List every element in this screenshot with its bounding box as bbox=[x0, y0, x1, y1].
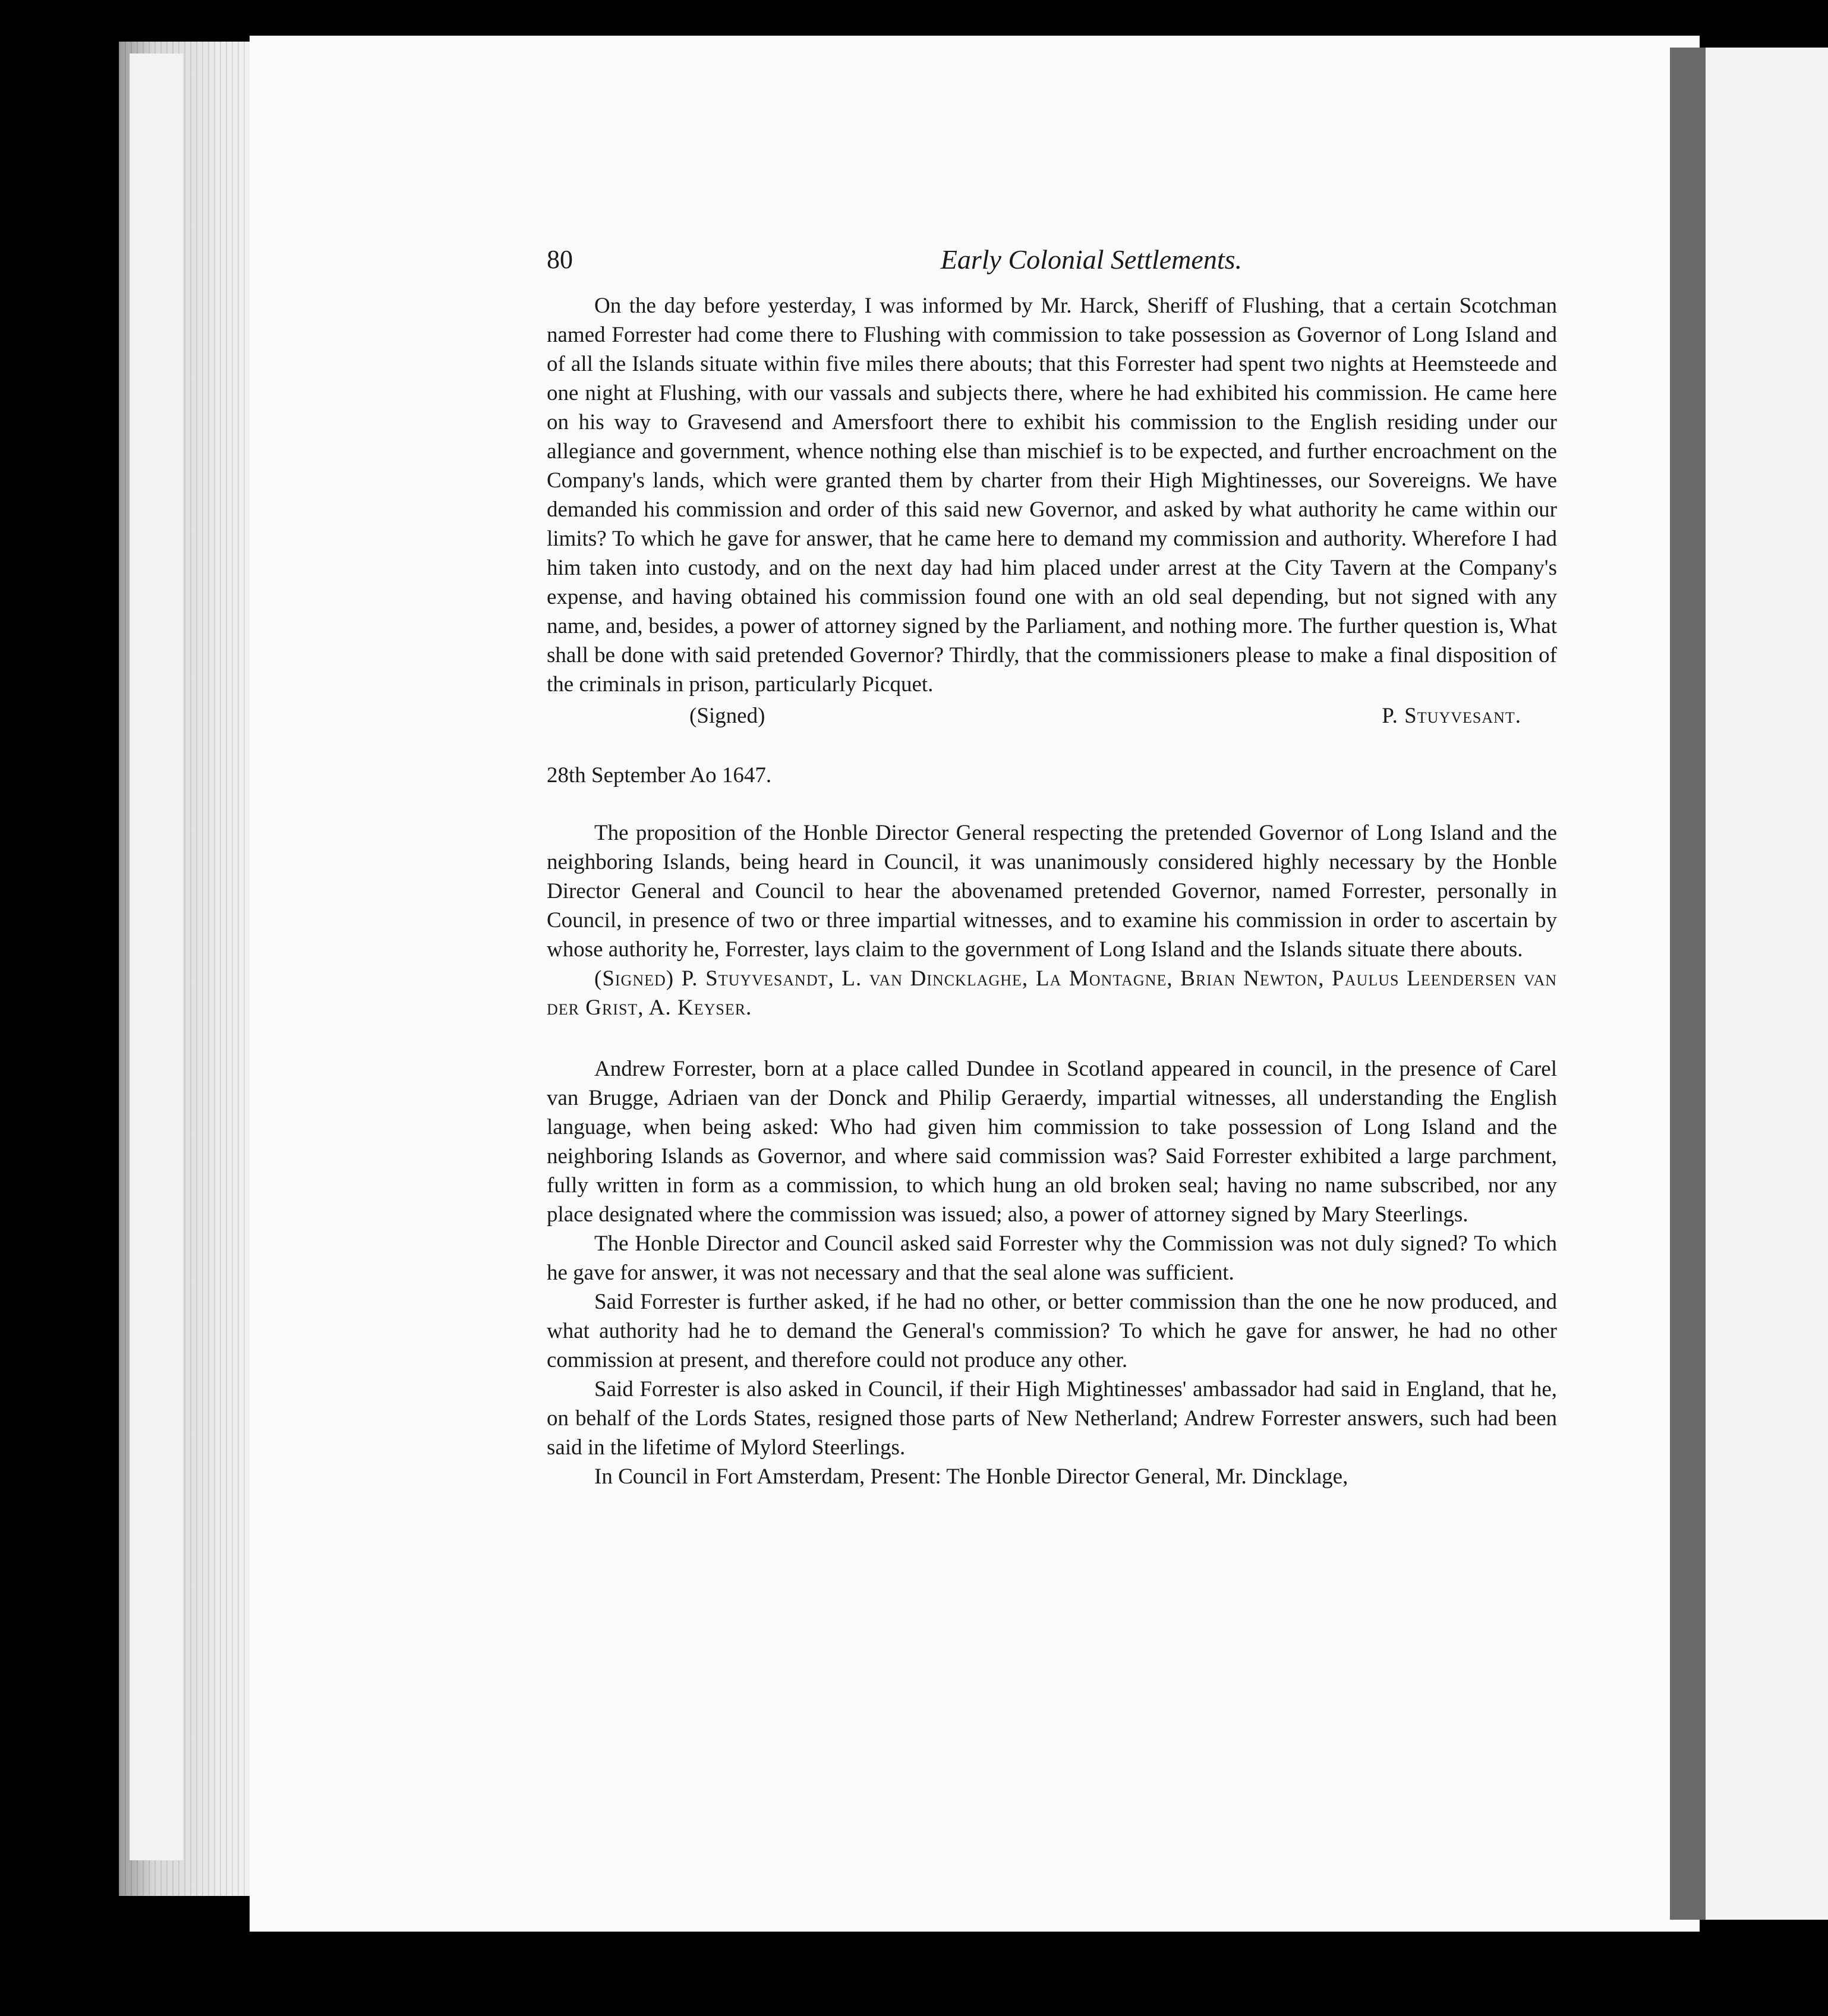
section-gap bbox=[547, 1022, 1557, 1054]
facing-page-strip bbox=[130, 53, 183, 1860]
page-body bbox=[547, 291, 1557, 1491]
page-header bbox=[547, 239, 1242, 281]
paragraph-council-proposition: The proposition of the Honble Director General respecting the pretended Governor of Long Island and the neighboring Islands, being heard in Council, it was unanimously considered highly necessary by the Honble Director General and Council to hear the abovenamed pretended Governor, named Forrester, personally in Council, in presence of two or three impartial witnesses, and to examine his commission in order to ascertain by whose authority he, Forrester, lays claim to the government of Long Island and the Islands situate there abouts. bbox=[547, 821, 1557, 962]
running-title: Early Colonial Settlements. bbox=[940, 244, 1242, 275]
signatories: (Signed) P. Stuyvesandt, L. van Dincklaghe, La Montagne, Brian Newton, Paulus Leendersen van der Grist, A. Keyser. bbox=[547, 966, 1557, 1020]
next-page-edge bbox=[1706, 48, 1828, 1920]
signer-name: P. Stuyvesant. bbox=[1382, 704, 1521, 728]
paragraph-council-present: In Council in Fort Amsterdam, Present: The Honble Director General, Mr. Dincklage, bbox=[594, 1464, 1348, 1489]
page-gutter-shadow bbox=[1670, 48, 1706, 1920]
signed-label: (Signed) bbox=[689, 704, 765, 728]
page-number: 80 bbox=[547, 245, 573, 274]
paragraph-commission-question: The Honble Director and Council asked said Forrester why the Commission was not duly signed? To which he gave for answer, it was not necessary and that the seal alone was sufficient. bbox=[547, 1231, 1557, 1285]
paragraph-ambassador-question: Said Forrester is also asked in Council, if their High Mightinesses' ambassador had said in England, that he, on behalf of the Lords States, resigned those parts of New Netherland; Andrew Forrester answers, such had been said in the lifetime of Mylord Steerlings. bbox=[547, 1377, 1557, 1460]
paragraph-letter: On the day before yesterday, I was informed by Mr. Harck, Sheriff of Flushing, that a certain Scotchman named Forrester had come there to Flushing with commission to take possession as Governor of Long Island and of all the Islands situate within five miles there abouts; that this Forrester had spent two nights at Heemsteede and one night at Flushing, with our vassals and subjects there, where he had exhibited his commission. He came here on his way to Gravesend and Amersfoort there to exhibit his commission to the English residing under our allegiance and government, whence nothing else than mischief is to be expected, and further encroachment on the Company's lands, which were granted them by charter from their High Mightinesses, our Sovereigns. We have demanded his commission and order of this said new Governor, and asked by what authority he came within our limits? To which he gave for answer, that he came here to demand my commission and authority. Wherefore I had him taken into custody, and on the next day had him placed under arrest at the City Tavern at the Company's expense, and having obtained his commission found one with an old seal depending, but not signed with any name, and, besides, a power of attorney signed by the Parliament, and nothing more. The further question is, What shall be done with said pretended Governor? Thirdly, that the commissioners please to make a final disposition of the criminals in prison, particularly Picquet. bbox=[547, 294, 1557, 697]
paragraph-forrester-appearance: Andrew Forrester, born at a place called Dundee in Scotland appeared in council, in the presence of Carel van Brugge, Adriaen van der Donck and Philip Geraerdy, impartial witnesses, all understanding the English language, when being asked: Who had given him commission to take possession of Long Island and the neighboring Islands as Governor, and where said commission was? Said Forrester exhibited a large parchment, fully written in form as a commission, to which hung an old broken seal; having no name subscribed, nor any place designated where the commission was issued; also, a power of attorney signed by Mary Steerlings. bbox=[547, 1057, 1557, 1227]
date-line: 28th September Ao 1647. bbox=[547, 763, 772, 788]
paragraph-further-asked: Said Forrester is further asked, if he had no other, or better commission than the one he now produced, and what authority had he to demand the General's commission? To which he gave for answer, he had no other commission at present, and therefore could not produce any other. bbox=[547, 1290, 1557, 1372]
signature-line bbox=[547, 701, 1557, 731]
